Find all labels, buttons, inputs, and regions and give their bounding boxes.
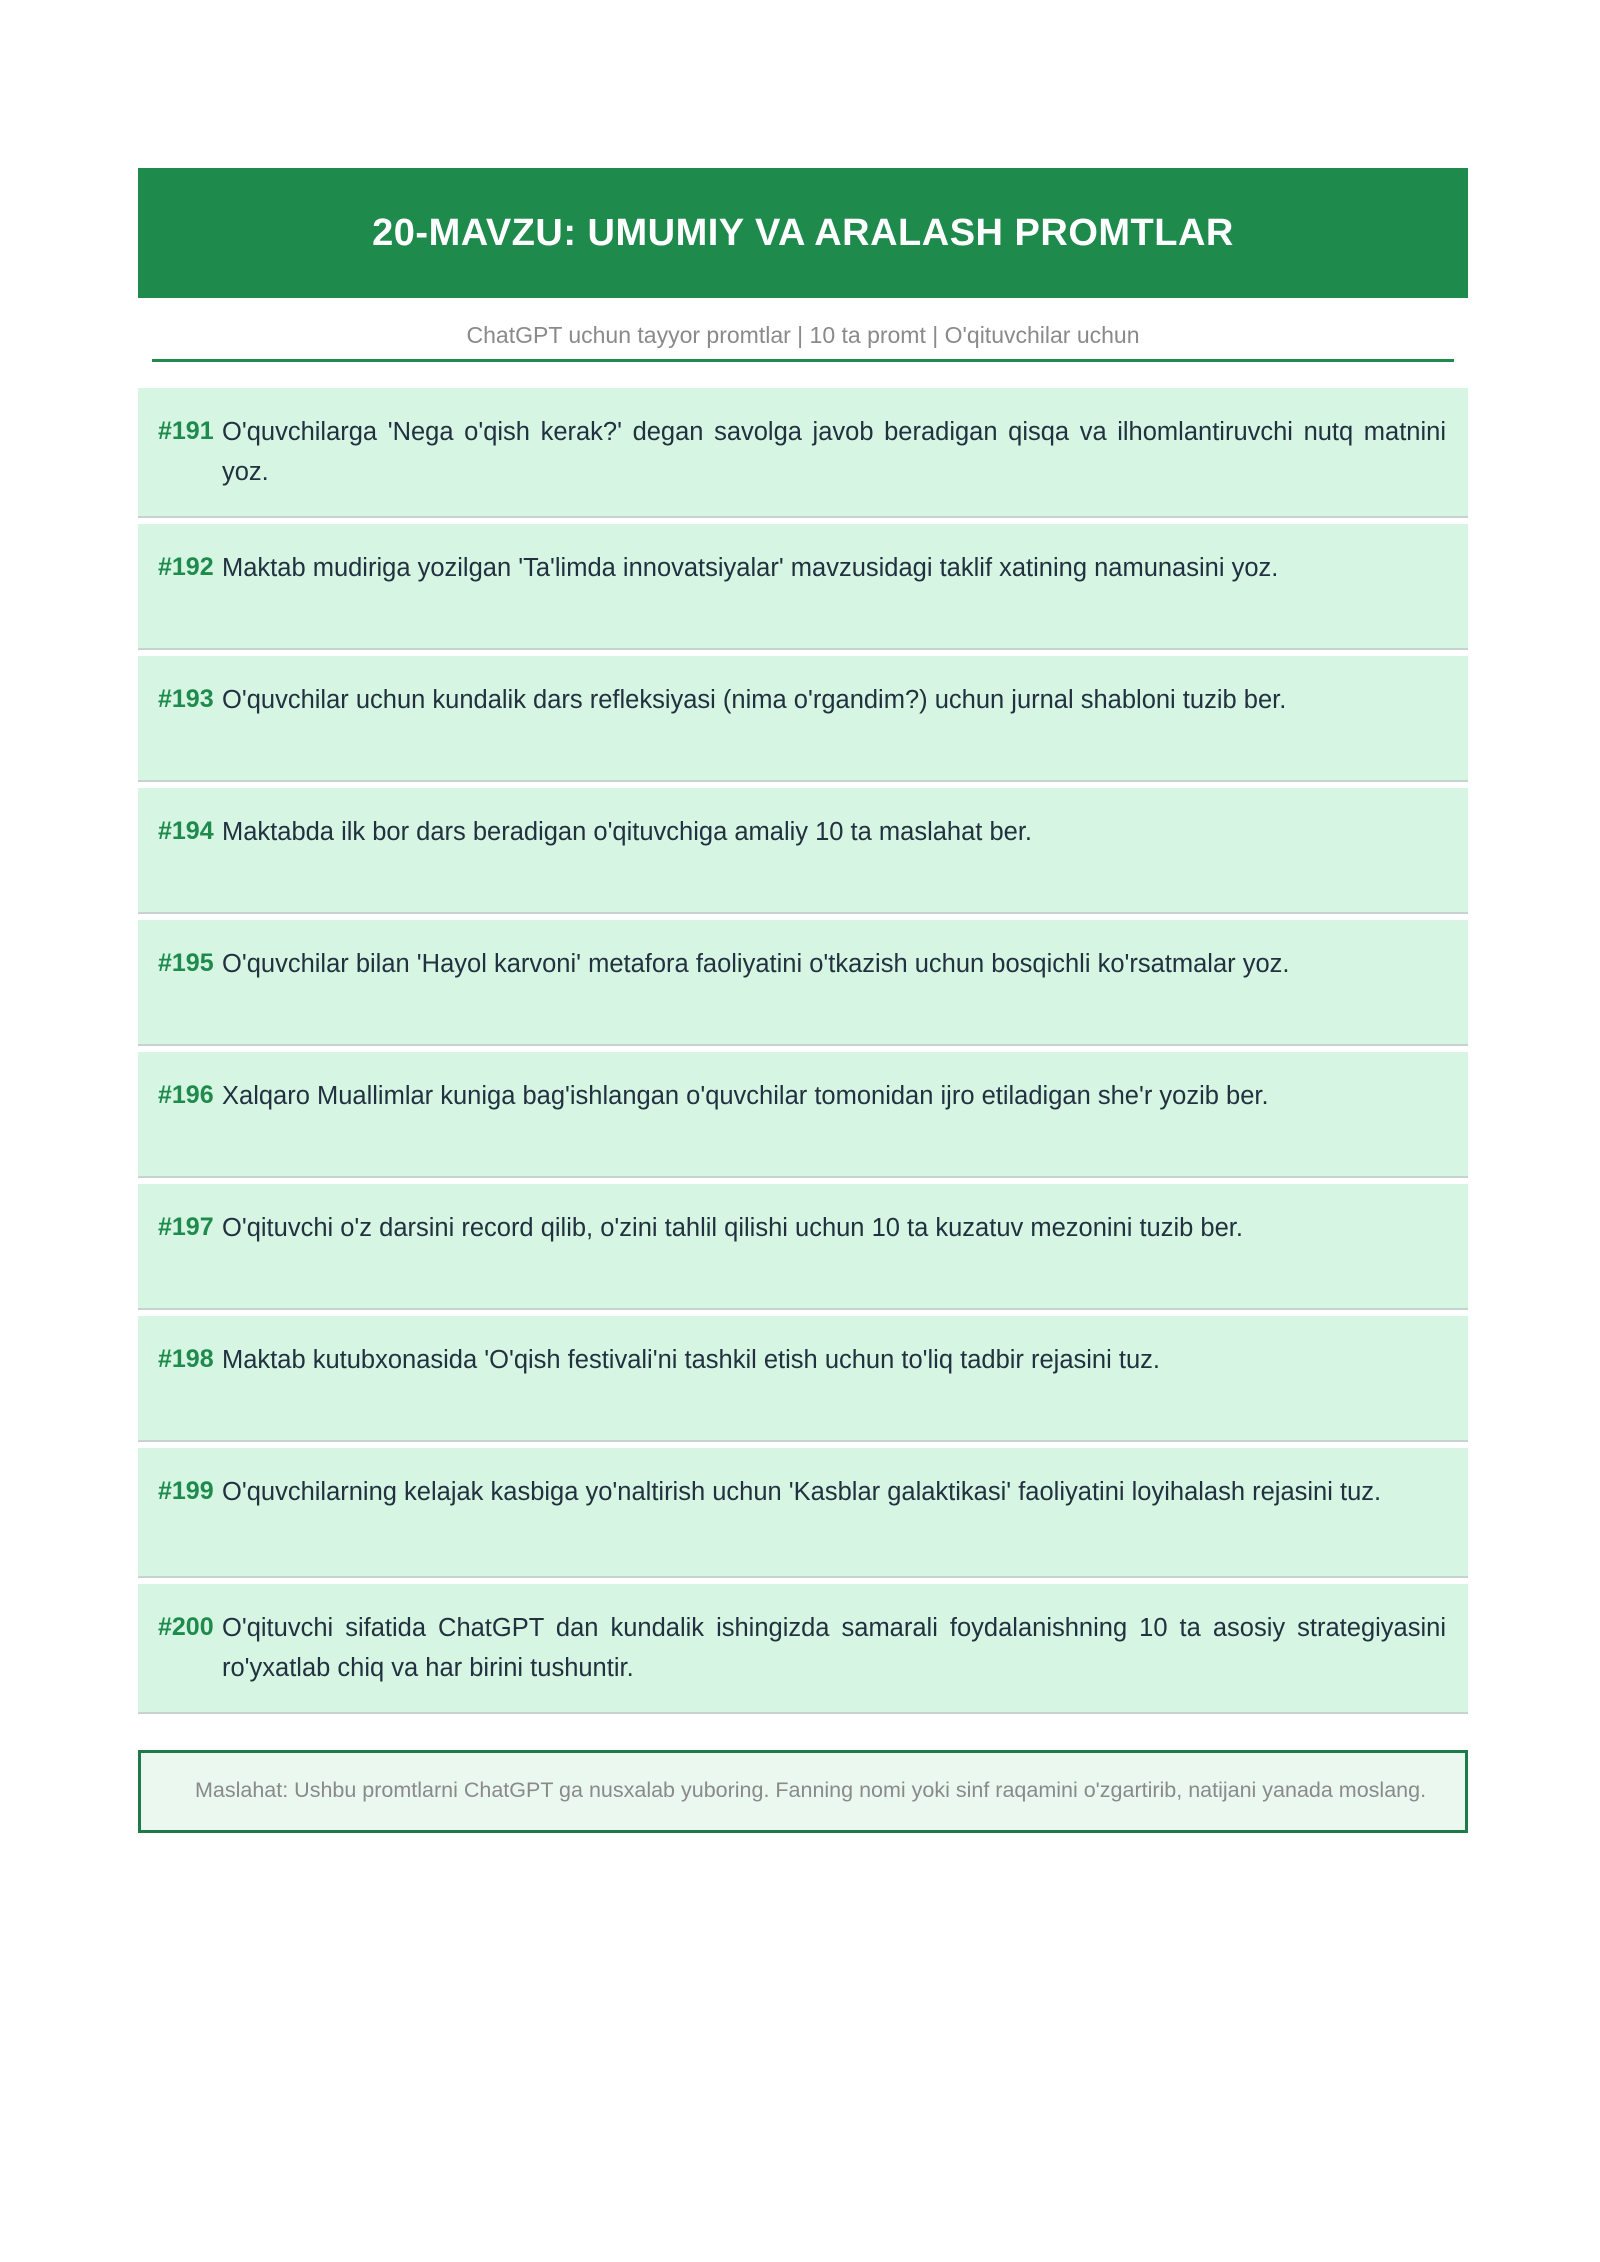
page-title: 20-MAVZU: UMUMIY VA ARALASH PROMTLAR	[372, 211, 1234, 254]
prompt-number: #197	[158, 1213, 214, 1241]
document-page	[138, 168, 1468, 1833]
prompt-number: #194	[158, 817, 214, 845]
prompt-number: #196	[158, 1081, 214, 1109]
prompt-text: O'qituvchi o'z darsini record qilib, o'zini tahlil qilishi uchun 10 ta kuzatuv mezonini tuzib ber.	[222, 1214, 1243, 1242]
prompt-card	[138, 1584, 1468, 1714]
prompt-text: Maktabda ilk bor dars beradigan o'qituvchiga amaliy 10 ta maslahat ber.	[222, 818, 1032, 846]
prompt-card	[138, 920, 1468, 1046]
prompt-card	[138, 1184, 1468, 1310]
prompt-number: #191	[158, 417, 214, 445]
prompt-text: O'quvchilarga 'Nega o'qish kerak?' degan savolga javob beradigan qisqa va ilhomlantiruvchi nutq matnini yoz.	[222, 418, 1446, 486]
prompt-text: Maktab kutubxonasida 'O'qish festivali'ni tashkil etish uchun to'liq tadbir rejasini tuz.	[222, 1346, 1160, 1374]
prompt-number: #193	[158, 685, 214, 713]
prompt-text: Maktab mudiriga yozilgan 'Ta'limda innovatsiyalar' mavzusidagi taklif xatining namunasini yoz.	[222, 554, 1279, 582]
prompt-card	[138, 524, 1468, 650]
prompt-card	[138, 1316, 1468, 1442]
prompt-card	[138, 656, 1468, 782]
prompt-text: O'quvchilarning kelajak kasbiga yo'naltirish uchun 'Kasblar galaktikasi' faoliyatini loyihalash rejasini tuz.	[222, 1478, 1382, 1506]
prompt-card	[138, 1448, 1468, 1578]
prompt-number: #192	[158, 553, 214, 581]
prompt-text: Xalqaro Muallimlar kuniga bag'ishlangan o'quvchilar tomonidan ijro etiladigan she'r yozib ber.	[222, 1082, 1269, 1110]
prompt-list	[138, 388, 1468, 1714]
prompt-card	[138, 1052, 1468, 1178]
prompt-number: #200	[158, 1613, 214, 1641]
prompt-number: #198	[158, 1345, 214, 1373]
prompt-number: #195	[158, 949, 214, 977]
prompt-text: O'quvchilar bilan 'Hayol karvoni' metafora faoliyatini o'tkazish uchun bosqichli ko'rsatmalar yoz.	[222, 950, 1290, 978]
prompt-number: #199	[158, 1477, 214, 1505]
prompt-text: O'quvchilar uchun kundalik dars refleksiyasi (nima o'rgandim?) uchun jurnal shabloni tuzib ber.	[222, 686, 1287, 714]
prompt-text: O'qituvchi sifatida ChatGPT dan kundalik ishingizda samarali foydalanishning 10 ta asosiy strategiyasini ro'yxatlab chiq va har birini tushuntir.	[222, 1614, 1446, 1682]
tip-box: Maslahat: Ushbu promtlarni ChatGPT ga nusxalab yuboring. Fanning nomi yoki sinf raqamini o'zgartirib, natijani yanada moslang.	[138, 1750, 1468, 1833]
prompt-card	[138, 788, 1468, 914]
page-subtitle: ChatGPT uchun tayyor promtlar | 10 ta promt | O'qituvchilar uchun	[152, 322, 1454, 362]
prompt-card	[138, 388, 1468, 518]
title-banner	[138, 168, 1468, 298]
